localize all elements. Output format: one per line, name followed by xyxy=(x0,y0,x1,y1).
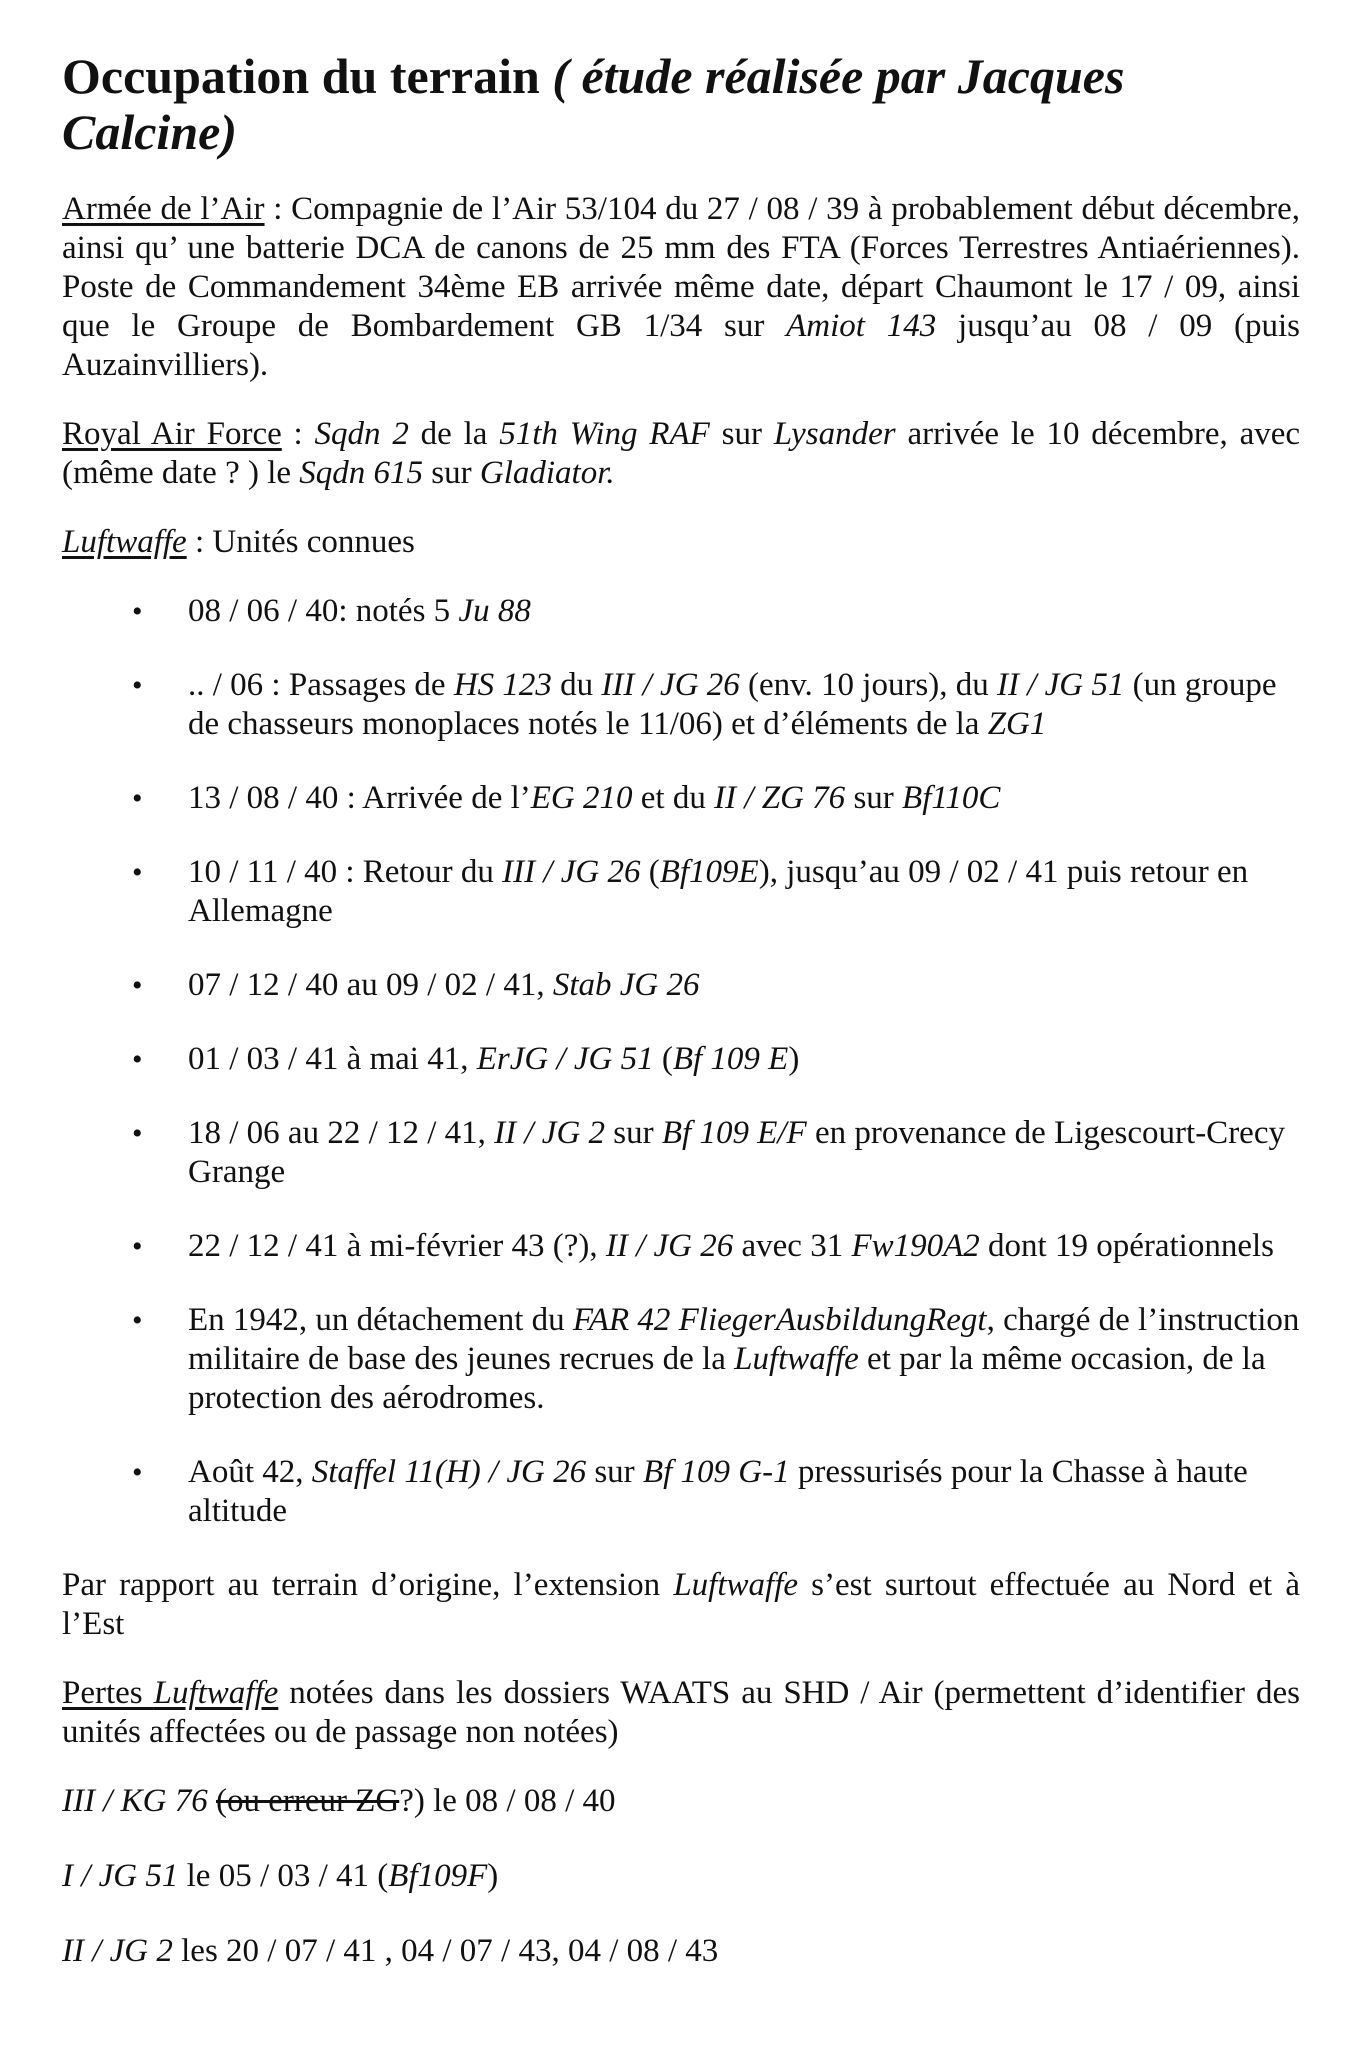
unit-text: 22 / 12 / 41 à mi-février 43 (?), xyxy=(188,1228,606,1264)
extension-text-end: s’est surtout effectuée au Nord et à l’Est xyxy=(62,1567,1300,1642)
extension-luftwaffe: Luftwaffe xyxy=(673,1567,799,1603)
unit-list-item xyxy=(62,592,1300,631)
bullet-icon: • xyxy=(132,1304,143,1337)
bullet-icon: • xyxy=(132,1230,143,1263)
luftwaffe-heading xyxy=(62,523,1300,562)
unit-text: , chargé de l’instruction militaire de base des jeunes recrues de la xyxy=(188,1302,1300,1377)
unit-name: II / JG 51 xyxy=(997,667,1125,703)
raf-aircraft-2: Gladiator. xyxy=(479,455,615,491)
unit-list-item xyxy=(62,853,1300,931)
pertes-paragraph xyxy=(62,1674,1300,1752)
armee-text-end: jusqu’au 08 / 09 (puis Auzainvilliers). xyxy=(62,308,1300,383)
unit-text: Août 42, xyxy=(188,1454,312,1490)
raf-text: de la xyxy=(408,416,500,452)
unit-list xyxy=(62,592,1300,1531)
luftwaffe-text: : Unités connues xyxy=(186,524,415,560)
unit-text: et du xyxy=(632,780,715,816)
unit-name: EG 210 xyxy=(530,780,633,816)
raf-text: sur xyxy=(709,416,774,452)
bullet-icon: • xyxy=(132,669,143,702)
loss-entry xyxy=(62,1932,1300,1971)
document-page xyxy=(62,48,1300,2007)
unit-text: .. / 06 : Passages de xyxy=(188,667,454,703)
pertes-text: notées dans les dossiers WAATS au SHD / Air (permettent d’identifier des unités affectées ou de passage non notées) xyxy=(62,1675,1300,1750)
raf-unit: Sqdn 2 xyxy=(314,416,409,452)
unit-text: En 1942, un détachement du xyxy=(188,1302,573,1338)
unit-name: FAR 42 FliegerAusbildungRegt xyxy=(572,1302,987,1338)
title-subtitle: ( étude réalisée par Jacques Calcine) xyxy=(62,48,1125,160)
unit-text: pressurisés pour la Chasse à haute altitude xyxy=(188,1454,1248,1529)
unit-text: sur xyxy=(605,1115,662,1151)
loss-unit: II / JG 2 xyxy=(62,1933,173,1969)
unit-list-item xyxy=(62,779,1300,818)
loss-date: les 20 / 07 / 41 , 04 / 07 / 43, 04 / 08 / 43 xyxy=(172,1933,719,1969)
unit-text: sur xyxy=(845,780,903,816)
raf-text: sur xyxy=(423,455,480,491)
raf-text: arrivée le 10 décembre, avec (même date ? ) le xyxy=(62,416,1301,491)
bullet-icon: • xyxy=(132,1117,143,1150)
raf-unit-2: Sqdn 615 xyxy=(299,455,424,491)
bullet-icon: • xyxy=(132,782,143,815)
loss-date: ?) le 08 / 08 / 40 xyxy=(399,1783,616,1819)
luftwaffe-label: Luftwaffe xyxy=(62,524,187,560)
title-main: Occupation du terrain xyxy=(62,48,540,104)
loss-unit: I / JG 51 xyxy=(62,1858,179,1894)
unit-text: sur xyxy=(586,1454,643,1490)
raf-label: Royal Air Force xyxy=(62,416,282,452)
unit-list-item xyxy=(62,1114,1300,1192)
unit-name: ErJG / JG 51 xyxy=(476,1041,654,1077)
bullet-icon: • xyxy=(132,856,143,889)
unit-name: Staffel 11(H) / JG 26 xyxy=(311,1454,587,1490)
loss-paren: ) xyxy=(487,1858,499,1894)
unit-name: II / ZG 76 xyxy=(714,780,846,816)
raf-wing: 51th Wing RAF xyxy=(499,416,710,452)
loss-struck-text: (ou erreur ZG xyxy=(215,1783,400,1819)
unit-name: Luftwaffe xyxy=(734,1341,859,1377)
extension-text: Par rapport au terrain d’origine, l’extension xyxy=(62,1567,674,1603)
unit-list-item xyxy=(62,666,1300,744)
unit-text: 13 / 08 / 40 : Arrivée de l’ xyxy=(188,780,531,816)
raf-text: : xyxy=(281,416,315,452)
unit-text: 08 / 06 / 40: notés 5 xyxy=(188,593,459,629)
unit-text: (env. 10 jours), du xyxy=(739,667,998,703)
armee-aircraft: Amiot 143 xyxy=(786,308,937,344)
unit-text: ( xyxy=(653,1041,673,1077)
unit-name: III / JG 26 xyxy=(601,667,740,703)
bullet-icon: • xyxy=(132,595,143,628)
armee-text: : Compagnie de l’Air 53/104 du 27 / 08 / 39 à probablement début décembre, ainsi qu’ une batterie DCA de canons de 25 mm des FTA (Forces Terrestres Antiaériennes). Poste de Commandement 34ème EB arrivée même date, départ Chaumont le 17 / 09, ainsi que le Groupe de Bombardement GB 1/34 sur xyxy=(62,191,1300,344)
loss-entry xyxy=(62,1857,1300,1896)
extension-paragraph xyxy=(62,1566,1300,1644)
unit-text: 07 / 12 / 40 au 09 / 02 / 41, xyxy=(188,967,553,1003)
unit-text: (un groupe de chasseurs monoplaces notés le 11/06) et d’éléments de la xyxy=(188,667,1277,742)
unit-name: Bf 109 G-1 xyxy=(642,1454,790,1490)
unit-text: et par la même occasion, de la protection des aérodromes. xyxy=(188,1341,1266,1416)
unit-name: Ju 88 xyxy=(458,593,531,629)
bullet-icon: • xyxy=(132,969,143,1002)
loss-date: le 05 / 03 / 41 ( xyxy=(178,1858,389,1894)
loss-aircraft: Bf109F xyxy=(388,1858,488,1894)
unit-name: ZG1 xyxy=(987,706,1047,742)
raf-aircraft: Lysander xyxy=(773,416,896,452)
bullet-icon: • xyxy=(132,1043,143,1076)
unit-text: ( xyxy=(640,854,660,890)
unit-name: II / JG 26 xyxy=(605,1228,734,1264)
unit-list-item xyxy=(62,1040,1300,1079)
unit-text: dont 19 opérationnels xyxy=(979,1228,1274,1264)
unit-text: ), jusqu’au 09 / 02 / 41 puis retour en Allemagne xyxy=(188,854,1249,929)
unit-name: Bf110C xyxy=(902,780,1001,816)
page-title xyxy=(62,48,1300,160)
unit-name: Bf109E xyxy=(659,854,759,890)
unit-text: 10 / 11 / 40 : Retour du xyxy=(188,854,503,890)
unit-name: Bf 109 E xyxy=(672,1041,789,1077)
unit-name: III / JG 26 xyxy=(502,854,641,890)
unit-list-item xyxy=(62,966,1300,1005)
loss-unit: III / KG 76 xyxy=(62,1783,208,1819)
unit-list-item xyxy=(62,1453,1300,1531)
unit-name: Stab JG 26 xyxy=(552,967,700,1003)
pertes-label: Pertes Luftwaffe xyxy=(62,1675,279,1711)
unit-text: du xyxy=(551,667,602,703)
unit-text: ) xyxy=(788,1041,800,1077)
unit-text: 01 / 03 / 41 à mai 41, xyxy=(188,1041,477,1077)
raf-paragraph xyxy=(62,415,1300,493)
armee-label: Armée de l’Air xyxy=(62,191,265,227)
loss-entry xyxy=(62,1782,1300,1821)
unit-name: II / JG 2 xyxy=(494,1115,606,1151)
unit-text: avec 31 xyxy=(733,1228,852,1264)
unit-list-item xyxy=(62,1301,1300,1418)
unit-text: 18 / 06 au 22 / 12 / 41, xyxy=(188,1115,495,1151)
unit-name: HS 123 xyxy=(453,667,552,703)
armee-paragraph xyxy=(62,190,1300,385)
unit-name: Fw190A2 xyxy=(851,1228,980,1264)
unit-list-item xyxy=(62,1227,1300,1266)
unit-name: Bf 109 E/F xyxy=(661,1115,807,1151)
bullet-icon: • xyxy=(132,1456,143,1489)
unit-text: en provenance de Ligescourt-Crecy Grange xyxy=(188,1115,1285,1190)
